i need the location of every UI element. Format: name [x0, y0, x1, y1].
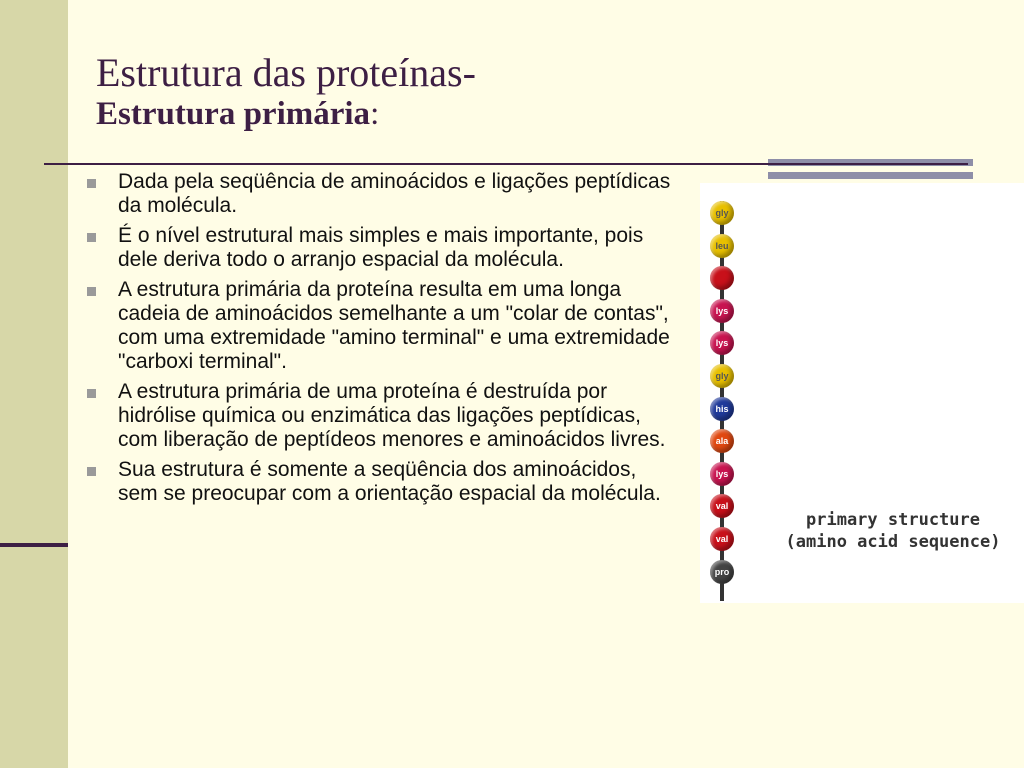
amino-acid-bead: lys [710, 299, 734, 323]
bullet-item [84, 278, 680, 374]
square-bullet-icon [87, 179, 96, 188]
square-bullet-icon [87, 389, 96, 398]
title-sub-text: Estrutura primária [96, 96, 371, 132]
amino-acid-bead [710, 266, 734, 290]
bullet-text: Sua estrutura é somente a seqüência dos aminoácidos, sem se preocupar com a orientação espacial da molécula. [118, 458, 661, 505]
bullet-list [84, 170, 680, 512]
amino-acid-bead: lys [710, 462, 734, 486]
amino-acid-bead: his [710, 397, 734, 421]
square-bullet-icon [87, 233, 96, 242]
figure-caption-line1: primary structure [806, 510, 980, 530]
bullet-item [84, 224, 680, 272]
amino-acid-bead: ala [710, 429, 734, 453]
left-decorative-band [0, 0, 68, 768]
amino-acid-bead: leu [710, 234, 734, 258]
figure-caption [764, 509, 1022, 553]
accent-bar-bottom [768, 172, 973, 179]
bullet-item [84, 380, 680, 452]
amino-acid-chain-figure [700, 183, 1024, 603]
amino-acid-bead: val [710, 527, 734, 551]
bullet-text: A estrutura primária da proteína resulta em uma longa cadeia de aminoácidos semelhante a um "colar de contas", com uma extremidade "amino terminal" e uma extremidade "carboxi terminal". [118, 278, 670, 373]
title-main: Estrutura das proteínas- [96, 50, 476, 95]
title-sub [96, 96, 716, 134]
bullet-text: A estrutura primária de uma proteína é destruída por hidrólise química ou enzimática das ligações peptídicas, com liberação de peptídeos menores e aminoácidos livres. [118, 380, 666, 451]
bullet-text: É o nível estrutural mais simples e mais importante, pois dele deriva todo o arranjo espacial da molécula. [118, 224, 644, 271]
bullet-item [84, 170, 680, 218]
slide-title [96, 50, 716, 134]
amino-acid-bead: val [710, 494, 734, 518]
amino-acid-bead: gly [710, 201, 734, 225]
square-bullet-icon [87, 287, 96, 296]
amino-acid-bead: lys [710, 331, 734, 355]
figure-caption-line2: (amino acid sequence) [785, 532, 1001, 552]
square-bullet-icon [87, 467, 96, 476]
title-sub-colon: : [370, 96, 380, 132]
amino-acid-bead: gly [710, 364, 734, 388]
title-divider [44, 163, 968, 165]
amino-acid-bead: pro [710, 560, 734, 584]
bullet-text: Dada pela seqüência de aminoácidos e ligações peptídicas da molécula. [118, 170, 671, 217]
bullet-item [84, 458, 680, 506]
left-band-divider [0, 543, 68, 547]
